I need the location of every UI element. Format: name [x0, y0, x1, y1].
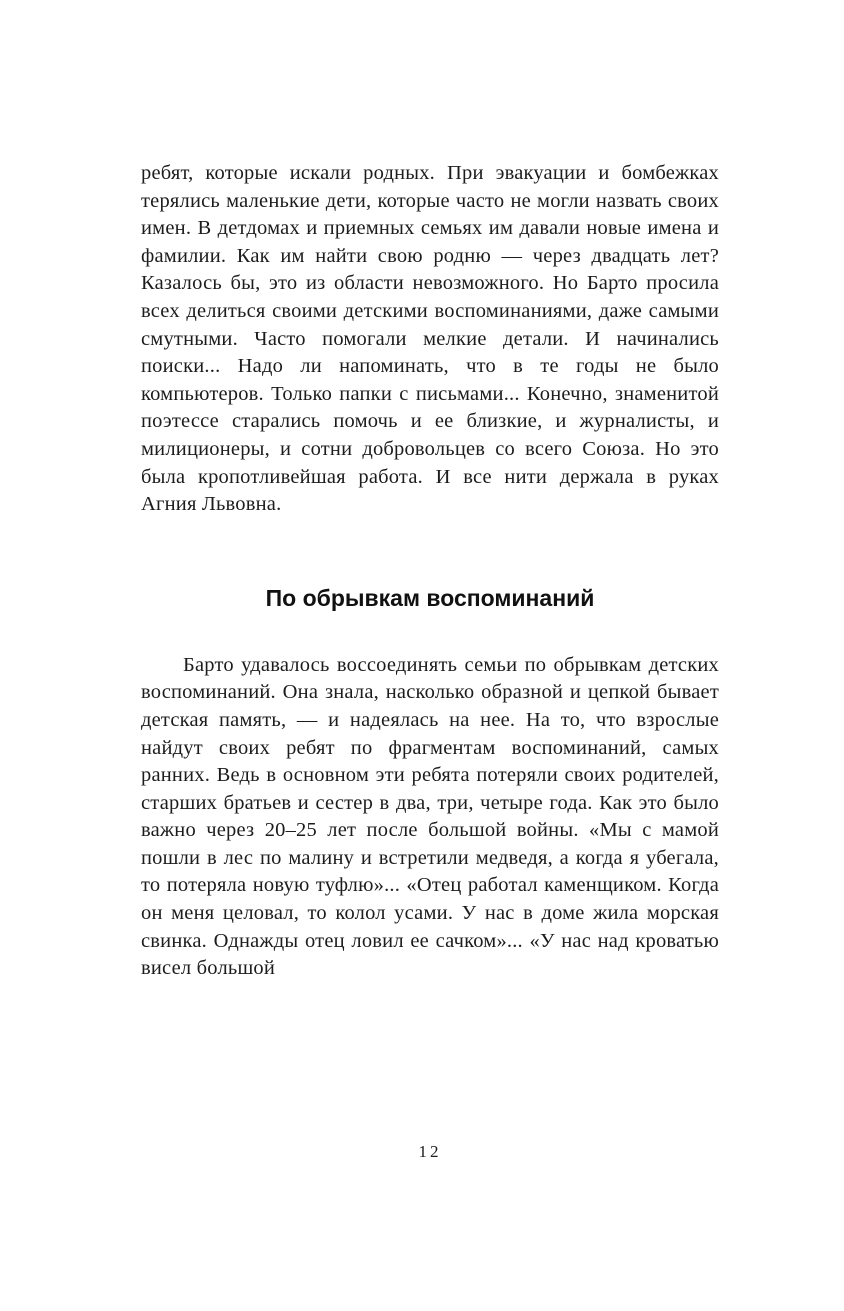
text-column [141, 160, 719, 983]
paragraph-continuation: ребят, которые искали родных. При эвакуации и бомбежках терялись маленькие дети, которые часто не могли назвать своих имен. В детдомах и приемных семьях им давали новые имена и фамилии. Как им найти свою родню — через двадцать лет? Казалось бы, это из области невозможного. Но Барто просила всех делиться своими детскими воспоминаниями, даже самыми смутными. Часто помогали мелкие детали. И начинались поиски... Надо ли напоминать, что в те годы не было компьютеров. Только папки с письмами... Конечно, знаменитой поэтессе старались помочь и ее близкие, и журналисты, и милиционеры, и сотни добровольцев со всего Союза. Но это была кропотливейшая работа. И все нити держала в руках Агния Львовна. [141, 162, 719, 516]
section-heading: По обрывкам воспоминаний [265, 584, 595, 611]
page-footer [141, 1142, 719, 1162]
page-number: 12 [418, 1142, 442, 1161]
paragraph-section-body: Барто удавалось воссоединять семьи по обрывкам детских воспоминаний. Она знала, насколько образной и цепкой бывает детская память, — и надеялась на нее. На то, что взрослые найдут своих ребят по фрагментам воспоминаний, самых ранних. Ведь в основном эти ребята потеряли своих родителей, старших братьев и сестер в два, три, четыре года. Как это было важно через 20–25 лет после большой войны. «Мы с мамой пошли в лес по малину и встретили медведя, а когда я убегала, то потеряла новую туфлю»... «Отец работал каменщиком. Когда он меня целовал, то колол усами. У нас в доме жила морская свинка. Однажды отец ловил ее сачком»... «У нас над кроватью висел большой [141, 653, 719, 980]
